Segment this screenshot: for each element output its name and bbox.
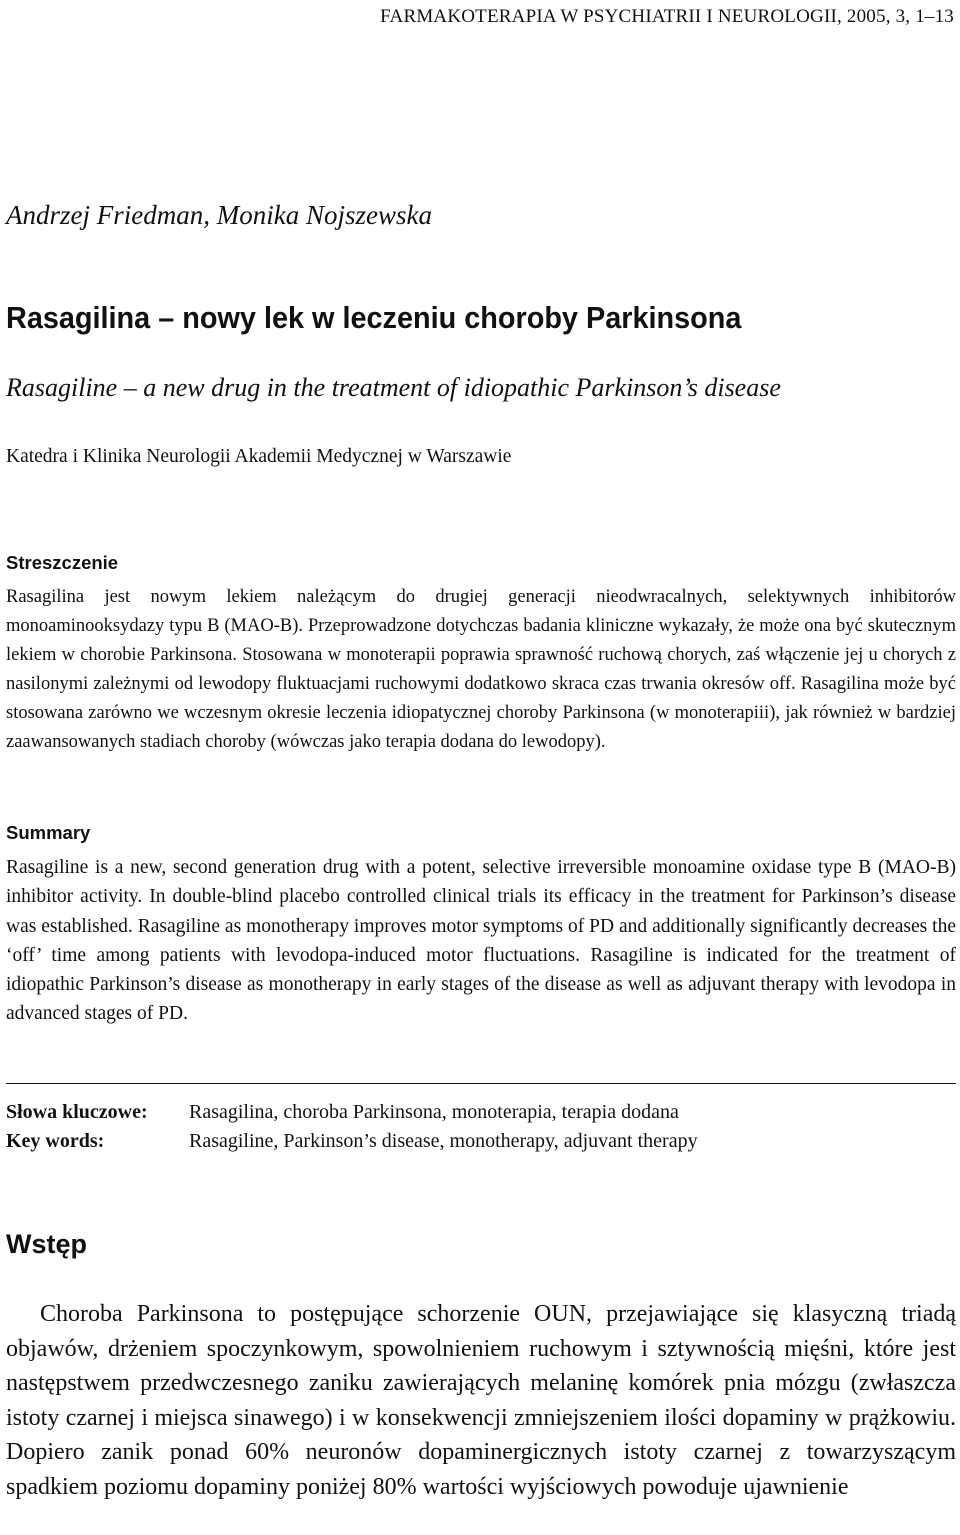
running-head: FARMAKOTERAPIA W PSYCHIATRII I NEUROLOGII, 2005, 3, 1–13 (380, 6, 954, 27)
keywords-en-value: Rasagiline, Parkinson’s disease, monotherapy, adjuvant therapy (189, 1130, 698, 1152)
intro-paragraph: Choroba Parkinsona to postępujące schorzenie OUN, przejawiające się klasyczną triadą objawów, drżeniem spoczynkowym, spowolnieniem ruchowym i sztywnością mięśni, które jest następstwem przedwczesnego zaniku zawierających melaninę komórek pnia mózgu (zwłaszcza istoty czarnej i miejsca sinawego) i w konsekwencji zmniejszeniem ilości dopaminy w prążkowiu. Dopiero zanik ponad 60% neuronów dopaminergicznych istoty czarnej z towarzyszącym spadkiem poziomu dopaminy poniżej 80% wartości wyjściowych powoduje ujawnienie (6, 1301, 956, 1500)
title-english: Rasagiline – a new drug in the treatment of idiopathic Parkinson’s disease (6, 373, 781, 402)
divider-rule (6, 1083, 956, 1084)
keywords-pl-row (6, 1101, 679, 1124)
abstract-pl-text: Rasagilina jest nowym lekiem należącym do drugiej generacji nieodwracalnych, selektywnych inhibitorów monoaminooksydazy typu B (MAO-B). Przeprowadzone dotychczas badania kliniczne wykazały, że może ona być skutecznym lekiem w chorobie Parkinsona. Stosowana w monoterapii poprawia sprawność ruchową chorych, zaś włączenie jej u chorych z nasilonymi zależnymi od lewodopy fluktuacjami ruchowymi dodatkowo skraca czas trwania okresów off. Rasagilina może być stosowana zarówno we wczesnym okresie leczenia idiopatycznej choroby Parkinsona (w monoterapiii), jak również w bardziej zaawansowanych stadiach choroby (wówczas jako terapia dodana do lewodopy). (6, 587, 956, 752)
affiliation: Katedra i Klinika Neurologii Akademii Medycznej w Warszawie (6, 446, 512, 467)
abstract-pl-heading: Streszczenie (6, 552, 119, 573)
abstract-en-heading: Summary (6, 822, 91, 843)
abstract-en-text: Rasagiline is a new, second generation drug with a potent, selective irreversible monoamine oxidase type B (MAO-B) inhibitor activity. In double-blind placebo controlled clinical trials its efficacy in the treatment for Parkinson’s disease was established. Rasagiline as monotherapy improves motor symptoms of PD and additionally significantly decreases the ‘off’ time among patients with levodopa-induced motor fluctuations. Rasagiline is indicated for the treatment of idiopathic Parkinson’s disease as monotherapy in early stages of the disease as well as adjuvant therapy with levodopa in advanced stages of PD. (6, 857, 956, 1025)
title-polish: Rasagilina – nowy lek w leczeniu choroby Parkinsona (6, 300, 742, 335)
section-heading: Wstęp (6, 1229, 87, 1259)
keywords-en-row (6, 1130, 698, 1153)
keywords-pl-label: Słowa kluczowe: (6, 1101, 148, 1123)
authors: Andrzej Friedman, Monika Nojszewska (6, 200, 432, 230)
keywords-pl-value: Rasagilina, choroba Parkinsona, monoterapia, terapia dodana (189, 1101, 679, 1123)
keywords-en-label: Key words: (6, 1130, 105, 1152)
